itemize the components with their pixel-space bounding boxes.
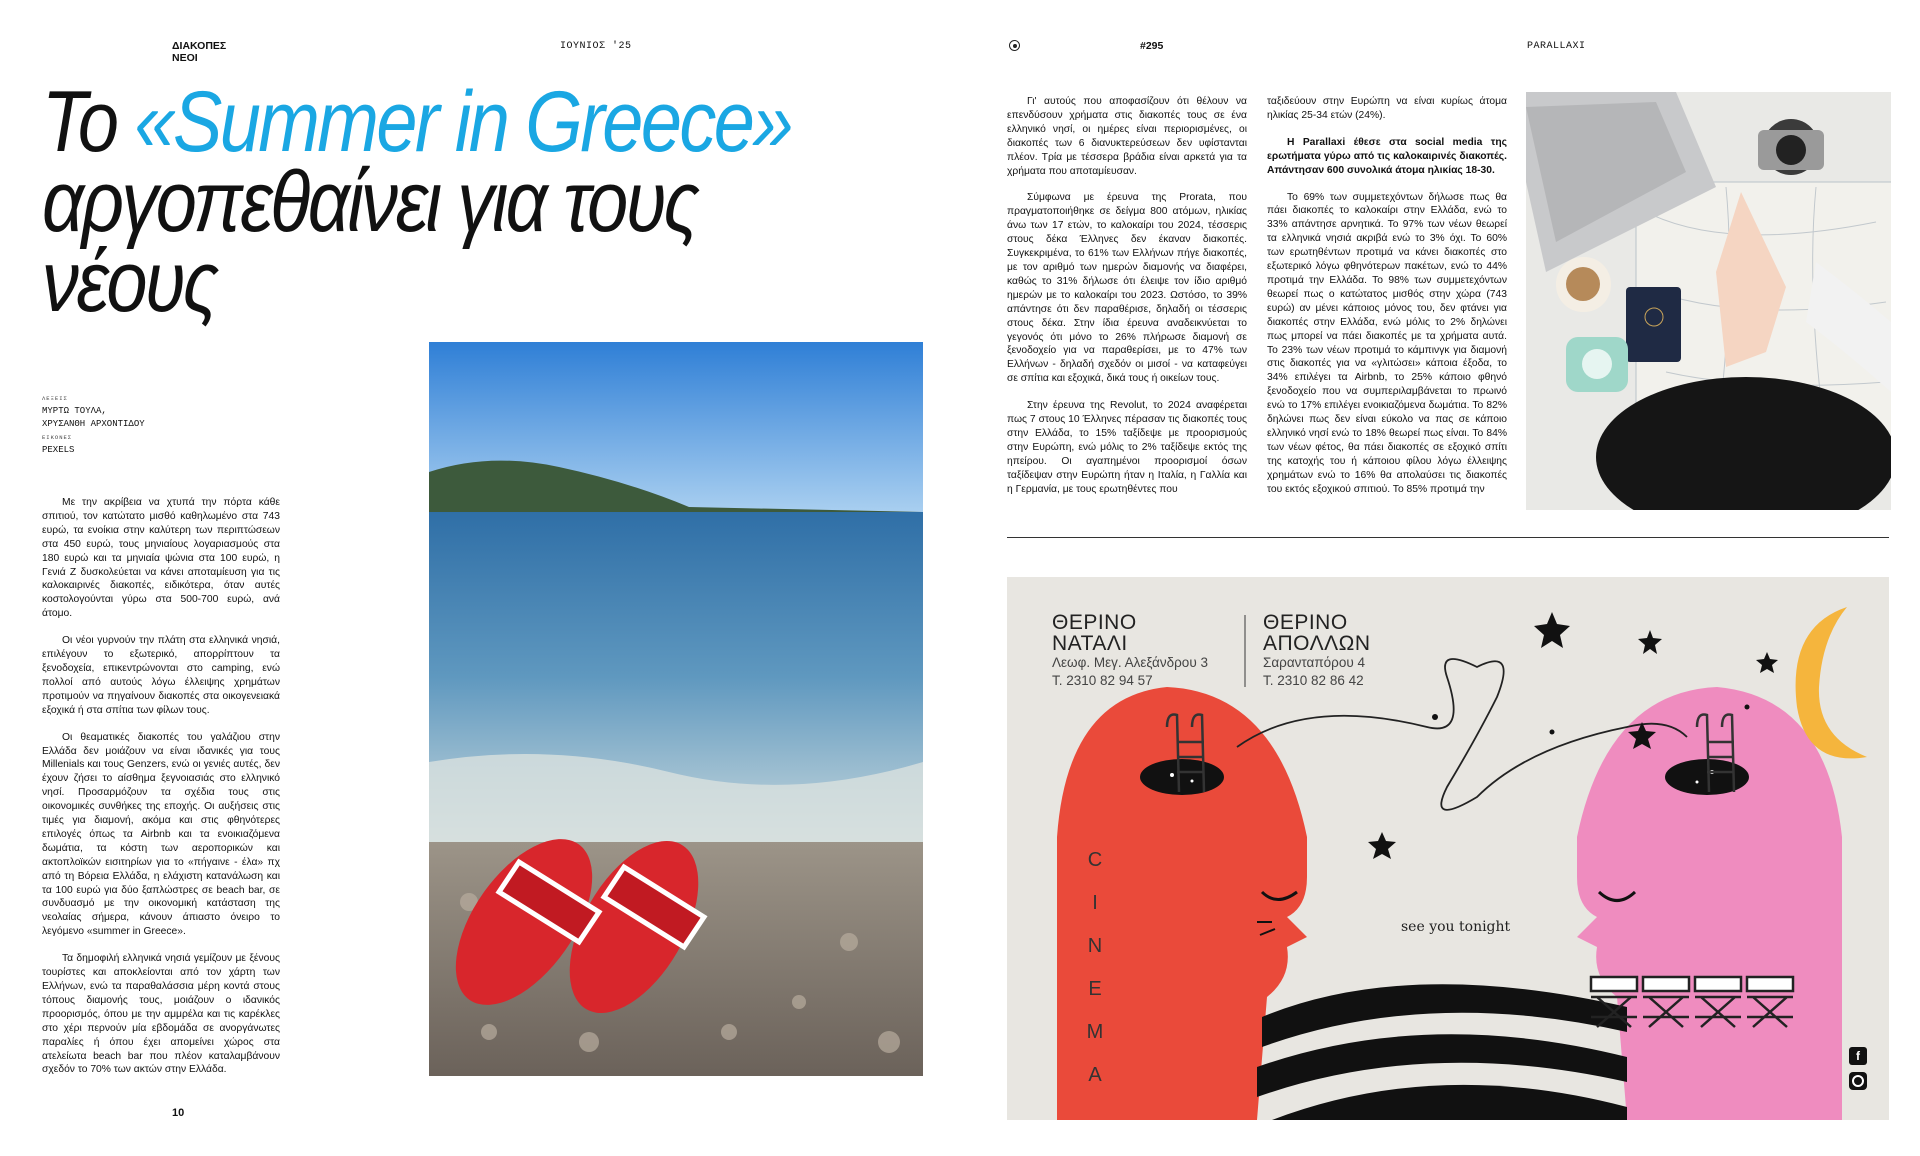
cinema-1-phone: Τ. 2310 82 94 57: [1052, 673, 1153, 688]
body-column-left: [42, 496, 280, 1090]
beach-photo: [429, 342, 923, 1076]
section-divider: [1007, 537, 1889, 538]
words-label: ΛΕΞΕΙΣ: [42, 395, 68, 402]
cinema-letter: N: [1087, 935, 1103, 957]
cinema-1-name: ΝΑΤΑΛΙ: [1052, 632, 1128, 655]
travel-photo: [1526, 92, 1891, 510]
cinema-letter: I: [1092, 892, 1098, 914]
body-column-right: [1267, 95, 1507, 509]
highlight-paragraph: Η Parallaxi έθεσε στα social media της ερωτήματα γύρω από τις καλοκαιρινές διακοπές. Απάντησαν 600 συνολικά άτομα ηλικίας 18-30.: [1267, 136, 1507, 176]
cinema-2-label: ΘΕΡΙΝΟ: [1263, 611, 1348, 634]
credits: [42, 392, 145, 457]
cinema-letter: E: [1088, 978, 1102, 1000]
paragraph: Στην έρευνα της Revolut, το 2024 αναφέρεται πως 7 στους 10 Έλληνες πέρασαν τις διακοπές τους στην Ελλάδα, το 15% ταξίδεψε με προορισμούς στην Ευρώπη, ενώ μόλις το 2% ταξίδεψε εκτός της ηπείρου. Οι αγαπημένοι προορισμοί όσων ταξίδεψαν στην Ευρώπη ήταν η Ιταλία, η Γαλλία και η Γερμανία, με τους ερωτηθέντες που: [1007, 400, 1247, 495]
subsection-name: ΝΕΟΙ: [172, 52, 198, 64]
cinema-advertisement: [1007, 577, 1889, 1120]
issue-date: ΙΟΥΝΙΟΣ '25: [560, 41, 632, 52]
author-1: ΜΥΡΤΩ ΤΟΥΛΑ,: [42, 406, 107, 416]
title-line-3: νέους: [42, 234, 217, 330]
cinema-vertical-word: [1083, 849, 1107, 1107]
article-title: [42, 74, 799, 330]
paragraph: Οι νέοι γυρνούν την πλάτη στα ελληνικά νησιά, επιλέγουν το εξωτερικό, απορρίπτουν τα ξενοδοχεία, επικεντρώνονται στο camping, ενώ πολλοί από αυτούς λόγω έλλειψης χρημάτων προτιμούν να πηγαίνουν διακοπές στα οικογενειακά εξοχικά ή στα σπίτια των φίλων τους.: [42, 635, 280, 716]
paragraph: Οι θεαματικές διακοπές του γαλάζιου στην Ελλάδα δεν μοιάζουν να είναι ιδανικές για τους Millenials και τους Genzers, ενώ οι γενιές αυτές, δεν έχουν ζήσει το αίσθημα ξεγνοιασιάς στο ελληνικό νησί. Προσαρμόζουν τα σχέδια τους στις οικονομικές συνθήκες της εποχής. Οι αυξήσεις στις τιμές για διαμονή, ακόμα και στις φθηνότερες επιλογές όπως τα Airbnb και τα ενοικιαζόμενα δωμάτια, τα κόστη των αεροπορικών και ακτοπλοϊκών εισιτηρίων για το «πήγαινε - έλα» πχ από τη Βόρεια Ελλάδα, η ελάχιστη κατανάλωση και τα 100 ευρώ για δύο ξαπλώστρες σε beach bar, σε συνδυασμό με την οικονομική κατάσταση της νεολαίας σήμερα, κάνουν άπιαστο όνειρο το λεγόμενο «summer in Greece».: [42, 731, 280, 938]
paragraph: Τα δημοφιλή ελληνικά νησιά γεμίζουν με ξένους τουρίστες και αποκλείονται από τον χάρτη των Ελλήνων, ενώ τα παραθαλάσσια μέρη κοντά στους τόπους διαμονής τους, μοιάζουν ο ιδανικός προορισμός, όπου με την αμμρέλα και τις καρέκλες στο χέρι περνούν μία εβδομάδα σε ανοργάνωτες παραλίες ή όπου έχει απομείνει χώρος στα ατελείωτα beach bar που πλέον καταλαμβάνουν σχεδόν το 70% των ακτών στην Ελλάδα.: [42, 953, 280, 1076]
cinema-letter: C: [1087, 849, 1103, 871]
title-line-2: αργοπεθαίνει για τους: [42, 154, 698, 250]
section-label: [172, 40, 226, 64]
paragraph: Το 69% των συμμετεχόντων δήλωσε πως θα πάει διακοπές το καλοκαίρι στην Ελλάδα, ενώ το 33% απάντησε αρνητικά. Το 97% των νέων θεωρεί τα ελληνικά νησιά ακριβά ενώ το 3% όχι. Το 60% των ερωτηθέντων προτιμά να κάνει διακοπές στο εξωτερικό λόγω φθηνότερων πακέτων, ενώ το 44% προτιμά την Ελλάδα. Το 98% των συμμετεχόντων θεωρεί πως ο κατώτατος μισθός στην χώρα (743 ευρώ) αν μένει κάποιος μόνος του, δεν φτάνει για διακοπές στην Ελλάδα, ενώ μόλις το 2% δηλώνει πως μπορεί να πάει διακοπές με τα χρήματα αυτά. Το 23% των νέων προτιμά το κάμπινγκ για διαμονή στις διακοπές για να «γλιτώσει» κάποια έξοδα, το 34% επιλέγει τα Airbnb, το 25% κάποιο φθηνό ξενοδοχείο που να συμπεριλαμβάνεται το πρωινό ενώ το 17% επιλέγει ενοικιαζόμενα δωμάτια. Το 82% δηλώνει πως δεν είναι εύκολο να πας σε κάποιο ελληνικό νησί ενώ το 18% θεωρεί πως είναι. Το 84% των νέων φέτος, θα πάει διακοπές σε εξοχικό σπίτι της κατοχής του ή κάποιου φίλου λόγω έλλειψης χρημάτων ενώ το 16% θα απολαύσει τις διακοπές του εκτός εξοχικού σπιτιού. Το 85% προτιμά την: [1267, 191, 1507, 495]
bullet-circle-icon: [1009, 40, 1020, 51]
publication-name: PARALLAXI: [1527, 41, 1586, 52]
facebook-icon[interactable]: f: [1849, 1047, 1867, 1065]
title-accent: «Summer in Greece»: [134, 74, 791, 170]
issue-number: #295: [1140, 40, 1164, 52]
paragraph: ταξιδεύουν στην Ευρώπη να είναι κυρίως άτομα ηλικίας 25-34 ετών (24%).: [1267, 96, 1507, 121]
images-label: ΕΙΚΟΝΕΣ: [42, 434, 73, 441]
paragraph: Με την ακρίβεια να χτυπά την πόρτα κάθε σπιτιού, τον κατώτατο μισθό καθηλωμένο στα 743 ευρώ, τα ενοίκια στην καλύτερη των περιπτώσεων στα 450 ευρώ, τους μηνιαίους λογαριασμούς στα 180 ευρώ και τα μηνιαία ψώνια στα 100 ευρώ, η Γενιά Ζ δυσκολεύεται να κάνει αποταμίευση για τις καλοκαιρινές διακοπές, ειδικότερα, όταν αυτές κοστολογούνται γύρω στα 500-700 ευρώ, ανά άτομο.: [42, 497, 280, 620]
cinema-2-address: Σαρανταπόρου 4: [1263, 655, 1365, 670]
author-2: ΧΡΥΣΑΝΘΗ ΑΡΧΟΝΤΙΔΟΥ: [42, 419, 145, 429]
instagram-icon[interactable]: [1849, 1072, 1867, 1090]
section-name: ΔΙΑΚΟΠΕΣ: [172, 40, 227, 52]
body-column-mid: [1007, 95, 1247, 509]
cinema-2-name: ΑΠΟΛΛΩΝ: [1263, 632, 1371, 655]
cinema-2-phone: Τ. 2310 82 86 42: [1263, 673, 1364, 688]
title-plain: Το: [42, 74, 135, 170]
cinema-1-label: ΘΕΡΙΝΟ: [1052, 611, 1137, 634]
paragraph: Σύμφωνα με έρευνα της Prorata, που πραγματοποιήθηκε σε δείγμα 800 ατόμων, ηλικίας άνω των 17 ετών, το καλοκαίρι του 2024, τέσσερις στους δέκα Έλληνες δεν έκαναν διακοπές. Συγκεκριμένα, το 61% των Ελλήνων πήγε διακοπές, με τον αριθμό των ημερών διαμονής να διαφέρει, καθώς το 31% δήλωσε ότι έλειψε τον ίδιο αριθμό ημερών με το καλοκαίρι του 2023. Ωστόσο, το 39% απάντησε ότι δεν παραθέρισε, δηλαδή οι τέσσερις στους δέκα. Στην ίδια έρευνα αναδεικνύεται το γεγονός ότι μόνο το 26% πλήρωσε διαμονή σε ξενοδοχείο για να παραθερίσει, με το 47% των Ελλήνων - δηλαδή σχεδόν οι μισοί - να καταφεύγει σε σπίτια και εξοχικά, δικά τους ή οικείων τους.: [1007, 192, 1247, 385]
images-source: PEXELS: [42, 445, 75, 455]
cinema-letter: A: [1088, 1064, 1102, 1086]
paragraph: Γι' αυτούς που αποφασίζουν ότι θέλουν να επενδύσουν χρήματα στις διακοπές τους σε ένα ελληνικό νησί, οι ημέρες είναι περιορισμένες, οι διακοπές των 6 διανυκτερεύσεων δεν υφίστανται πλέον. Τρία με τέσσερα βράδια είναι αρκετά για τα χρήματα που αποταμίευσαν.: [1007, 96, 1247, 177]
cinema-letter: M: [1086, 1021, 1104, 1043]
cinema-natali-info: [1052, 612, 1208, 690]
cinema-1-address: Λεωφ. Μεγ. Αλεξάνδρου 3: [1052, 655, 1208, 670]
page-number: 10: [172, 1107, 185, 1119]
cinema-apollon-info: [1263, 612, 1371, 690]
ad-tagline: see you tonight: [1401, 919, 1511, 935]
